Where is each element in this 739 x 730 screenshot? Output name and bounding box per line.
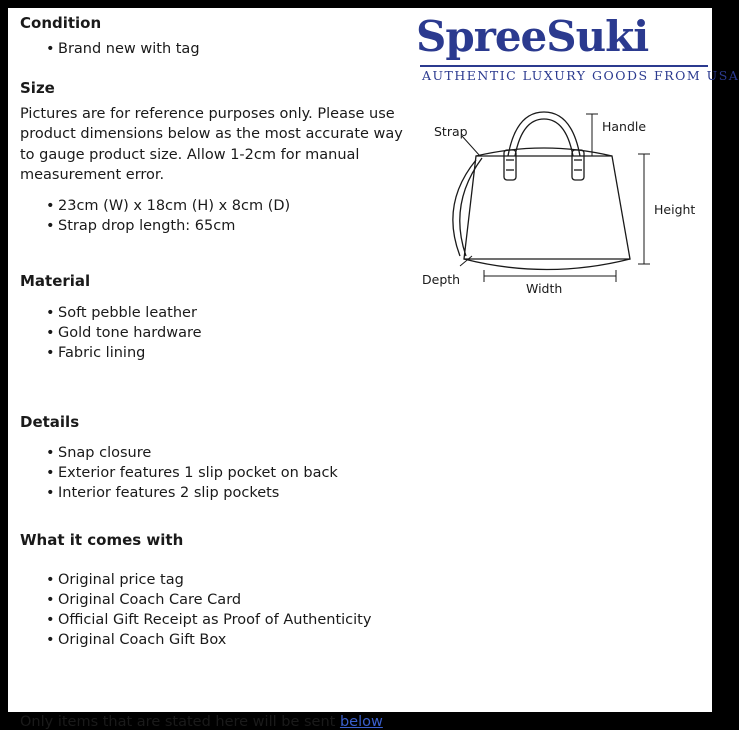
details-list [20,443,420,503]
product-description-page [8,8,739,730]
condition-list [20,39,420,59]
diagram-label-strap: Strap [434,124,468,139]
list-item: • Official Gift Receipt as Proof of Authenticity [46,610,420,630]
list-item: • Soft pebble leather [46,303,420,323]
brand-tagline: AUTHENTIC LUXURY GOODS FROM USA [422,68,739,83]
list-item: • Interior features 2 slip pockets [46,483,420,503]
footer-note [20,714,383,730]
diagram-label-handle: Handle [602,119,647,134]
description-content [20,14,420,664]
section-material [20,272,420,363]
list-item: • Fabric lining [46,343,420,363]
list-item: • Snap closure [46,443,420,463]
brand-name: SpreeSuki [416,12,649,61]
section-heading: Condition [20,14,102,32]
brand-logo [416,8,739,86]
list-item: • Exterior features 1 slip pocket on back [46,463,420,483]
size-paragraph: Pictures are for reference purposes only. Please use product dimensions below as the most accurate way to gauge product size. Allow 1-2cm for manual measurement error. [20,105,403,184]
list-item: • Gold tone hardware [46,323,420,343]
diagram-label-height: Height [654,202,696,217]
list-item: • Original Coach Care Card [46,590,420,610]
section-condition [20,14,420,59]
material-list [20,303,420,363]
diagram-label-width: Width [526,281,563,296]
section-details [20,413,420,504]
footer-note-link[interactable]: below [339,714,383,730]
list-item: • Original Coach Gift Box [46,630,420,650]
bag-dimension-diagram [416,94,708,304]
section-heading: Details [20,412,80,431]
size-list [20,196,420,236]
list-item: • Brand new with tag [46,39,420,59]
section-size [20,79,420,236]
section-heading: Size [20,78,55,97]
footer-note-text: Only items that are stated here will be sent [20,714,340,730]
section-heading: Material [20,271,91,290]
list-item: • 23cm (W) x 18cm (H) x 8cm (D) [46,196,420,216]
list-item: • Strap drop length: 65cm [46,216,420,236]
list-item: • Original price tag [46,570,420,590]
section-heading: What it comes with [20,531,184,550]
logo-divider [420,65,708,67]
diagram-label-depth: Depth [422,272,461,287]
section-what-it-comes-with [20,531,420,650]
includes-list [20,570,420,650]
